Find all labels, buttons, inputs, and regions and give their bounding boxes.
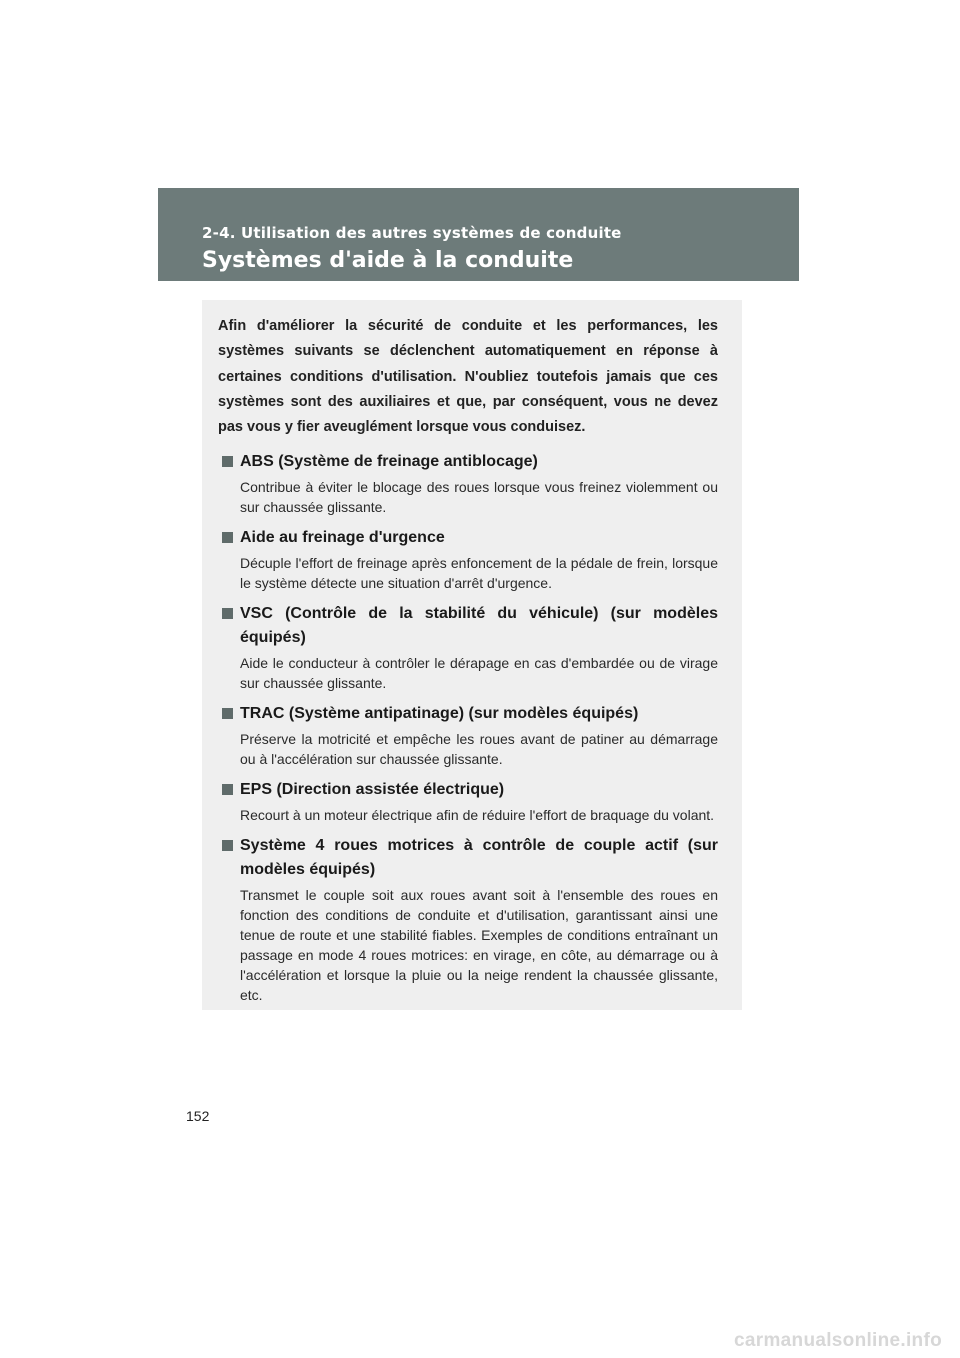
item-vsc [218, 602, 718, 693]
item-abs [218, 450, 718, 517]
item-heading [218, 702, 718, 726]
item-eps [218, 778, 718, 825]
section-label: 2-4. Utilisation des autres systèmes de conduite [202, 224, 622, 242]
item-description: Contribue à éviter le blocage des roues lorsque vous freinez violemment ou sur chaussée glissante. [240, 479, 718, 516]
square-bullet-icon [222, 784, 233, 795]
item-heading-text: TRAC (Système antipatinage) (sur modèles équipés) [240, 705, 639, 723]
item-heading [218, 450, 718, 474]
content-box [202, 300, 742, 1010]
square-bullet-icon [222, 608, 233, 619]
item-heading [218, 526, 718, 550]
item-heading [218, 834, 718, 882]
item-trac [218, 702, 718, 769]
item-heading [218, 778, 718, 802]
item-heading-text: VSC (Contrôle de la stabilité du véhicule) (sur modèles équipés) [240, 605, 718, 647]
item-heading-text: Aide au freinage d'urgence [240, 529, 445, 547]
item-description: Décuple l'effort de freinage après enfoncement de la pédale de frein, lorsque le système détecte une situation d'arrêt d'urgence. [240, 555, 718, 592]
square-bullet-icon [222, 708, 233, 719]
intro-paragraph: Afin d'améliorer la sécurité de conduite et les performances, les systèmes suivants se déclenchent automatiquement en réponse à certaines conditions d'utilisation. N'oubliez toutefois jamais que ces systèmes sont des auxiliaires et que, par conséquent, vous ne devez pas vous y fier aveuglément lorsque vous conduisez. [218, 318, 718, 436]
square-bullet-icon [222, 532, 233, 543]
section-header-band [158, 188, 799, 281]
item-heading-text: ABS (Système de freinage antiblocage) [240, 453, 538, 471]
item-heading-text: EPS (Direction assistée électrique) [240, 781, 505, 799]
item-heading [218, 602, 718, 650]
item-4wd [218, 834, 718, 1005]
square-bullet-icon [222, 840, 233, 851]
item-description: Transmet le couple soit aux roues avant soit à l'ensemble des roues en fonction des conditions de conduite et d'utilisation, garantissant ainsi une tenue de route et une stabilité fiables. Exemples de conditions entraînant un passage en mode 4 roues motrices: en virage, en côte, au démarrage ou à l'accélération et lorsque la pluie ou la neige rendent la chaussée glissante, etc. [240, 887, 718, 1004]
watermark: carmanualsonline.info [734, 1330, 942, 1351]
square-bullet-icon [222, 456, 233, 467]
item-description: Recourt à un moteur électrique afin de réduire l'effort de braquage du volant. [240, 807, 715, 824]
page-number: 152 [186, 1108, 210, 1124]
item-description: Aide le conducteur à contrôler le dérapage en cas d'embardée ou de virage sur chaussée glissante. [240, 655, 718, 692]
page-title: Systèmes d'aide à la conduite [202, 248, 574, 273]
item-description: Préserve la motricité et empêche les roues avant de patiner au démarrage ou à l'accélération sur chaussée glissante. [240, 731, 718, 768]
item-heading-text: Système 4 roues motrices à contrôle de couple actif (sur modèles équipés) [240, 837, 718, 879]
item-brake-assist [218, 526, 718, 593]
